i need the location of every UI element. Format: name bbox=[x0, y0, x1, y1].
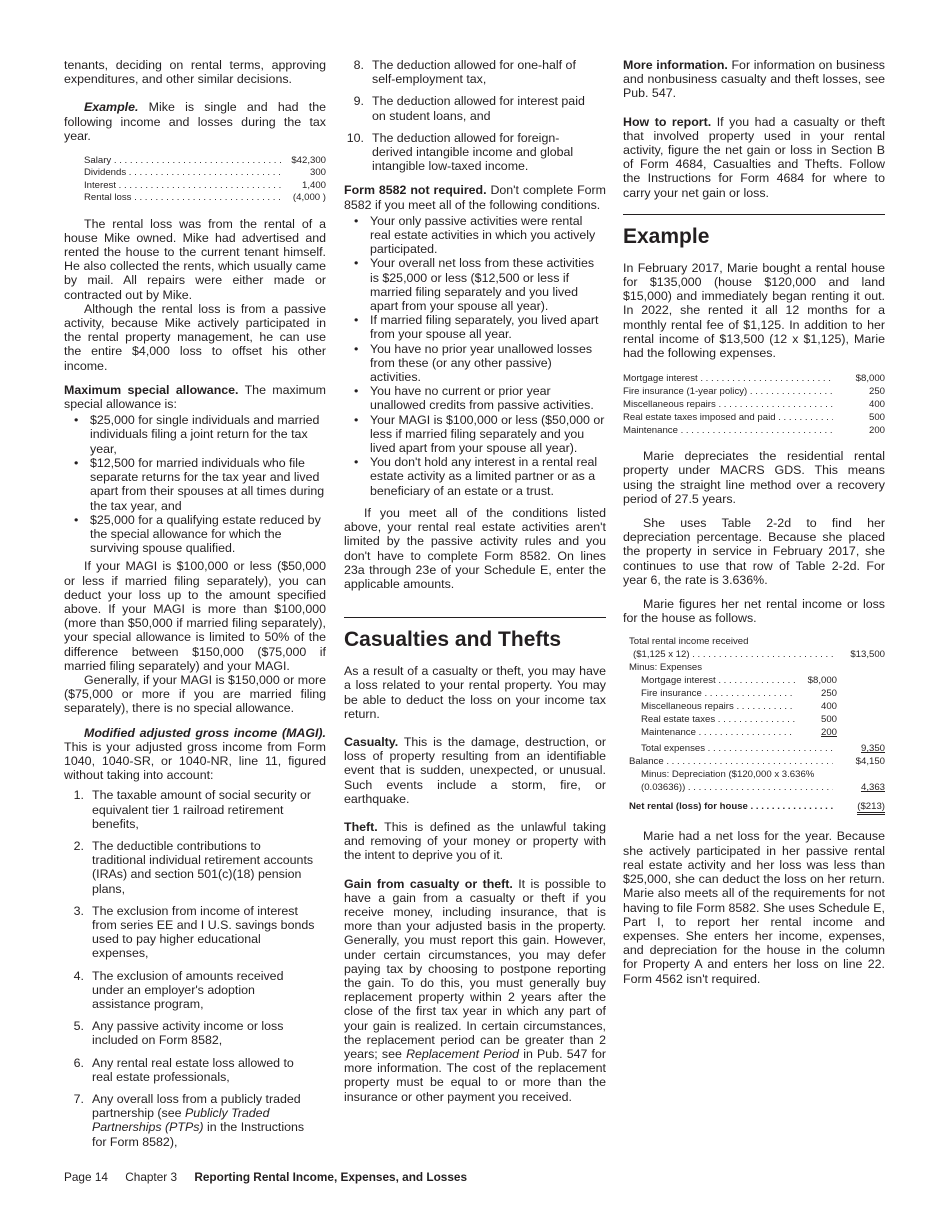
expense-row bbox=[623, 385, 885, 398]
table-row bbox=[629, 768, 885, 781]
section-divider bbox=[623, 214, 885, 215]
list-item bbox=[64, 1019, 326, 1047]
f8582-text: Don't complete Form 8582 if you meet all of the following conditions. bbox=[344, 183, 606, 212]
item-number: 9. bbox=[353, 94, 364, 109]
max-lead: Maximum special allowance. bbox=[64, 382, 239, 397]
paragraph-max-allowance bbox=[64, 383, 326, 411]
table-row bbox=[629, 661, 885, 674]
more-lead: More information. bbox=[623, 58, 728, 72]
net-rental-amount: ($213) bbox=[857, 801, 885, 815]
list-item: • If married filing separately, you lived apart from your spouse all year. bbox=[344, 313, 606, 341]
income-label: Interest . . . bbox=[84, 180, 284, 192]
theft-lead: Theft. bbox=[344, 819, 378, 834]
gain-text-b: in Pub. 547 for more information. The cost of the replacement property must be equal to or more than the insurance or other payment you received. bbox=[344, 1046, 606, 1104]
balance-amount: $4,150 bbox=[855, 756, 885, 768]
chapter-label: Chapter 3 bbox=[125, 1170, 178, 1184]
item-text bbox=[92, 1092, 326, 1149]
item7-text-b: in the Instructions for Form 8582), bbox=[92, 1120, 305, 1149]
list-item bbox=[344, 94, 606, 122]
income-amount: $42,300 bbox=[291, 155, 326, 167]
item-text: Any passive activity income or loss included on Form 8582, bbox=[92, 1019, 284, 1048]
f8582-conditions-list bbox=[344, 214, 606, 498]
table-row bbox=[629, 648, 885, 661]
depreciation-label: Minus: Depreciation ($120,000 x 3.636% bbox=[641, 769, 815, 781]
more-text: For information on business and nonbusiness casualty and theft losses, see Pub. 547. bbox=[623, 58, 885, 101]
gain-lead: Gain from casualty or theft. bbox=[344, 876, 513, 891]
table-row bbox=[629, 800, 885, 813]
item-number: 8. bbox=[353, 58, 364, 72]
page-number: Page 14 bbox=[64, 1170, 108, 1184]
item-text: The deductible contributions to traditional individual retirement accounts (IRAs) and section 501(c)(18) pension plans, bbox=[92, 838, 314, 896]
expense-table bbox=[623, 372, 885, 437]
item-number: 10. bbox=[346, 130, 364, 145]
expense-amount: 250 bbox=[868, 386, 885, 398]
table-row bbox=[629, 726, 885, 739]
expense-row bbox=[623, 411, 885, 424]
expense-row bbox=[623, 398, 885, 411]
expense-line-amount: $8,000 bbox=[807, 675, 837, 687]
table-row bbox=[629, 635, 885, 648]
expense-line-label: Fire insurance . . . bbox=[629, 687, 795, 700]
paragraph-if-you-meet: If you meet all of the conditions listed above, your rental real estate activities aren't limited by the passive activity rules and you don't have to complete Form 8582. On lines 23a through 23e of your Schedule E, enter the applicable amounts. bbox=[344, 505, 606, 591]
list-item: • $12,500 for married individuals who file separate returns for the tax year and lived apart from their spouses at all times during the tax year, and bbox=[64, 456, 326, 513]
list-item: • $25,000 for a qualifying estate reduced by the special allowance for which the surviving spouse qualified. bbox=[64, 513, 326, 556]
income-amount: (4,000 ) bbox=[292, 192, 326, 204]
paragraph-theft bbox=[344, 820, 606, 863]
item7-italic: Publicly Traded Partnerships (PTPs) bbox=[92, 1106, 270, 1135]
paragraph-figures: Marie figures her net rental income or loss for the house as follows. bbox=[623, 597, 885, 626]
expense-row bbox=[623, 424, 885, 437]
gain-text-a: It is possible to have a gain from a casualty or theft if you receive money, including insurance, that is more than your adjusted basis in the property. Generally, you must report this gain. However, under certain circumstances, you may defer paying tax by choosing to postpone reporting the gain. To do this, you must generally buy replacement property within 2 years after the close of the first tax year in which any part of your gain is realized. In certain circumstances, the replacement period can be greater than 2 years; see bbox=[344, 876, 606, 1061]
minus-expenses-label: Minus: Expenses bbox=[629, 662, 703, 674]
list-item: • Your only passive activities were rental real estate activities in which you actively participated. bbox=[344, 214, 606, 257]
list-item bbox=[344, 58, 606, 86]
income-amount: 1,400 bbox=[301, 179, 326, 191]
magi-text: This is your adjusted gross income from Form 1040, 1040-SR, or 1040-NR, line 11, figured without taking into account: bbox=[64, 739, 326, 783]
heading-example: Example bbox=[623, 224, 710, 248]
expense-line-label: Maintenance . . . bbox=[629, 726, 795, 739]
item-text: The exclusion of amounts received under an employer's adoption assistance program, bbox=[92, 968, 284, 1011]
page-footer bbox=[64, 1170, 467, 1184]
paragraph-example-mike bbox=[64, 100, 326, 143]
table-row bbox=[629, 687, 885, 700]
expense-amount: 200 bbox=[868, 425, 885, 437]
item-number: 1. bbox=[73, 788, 84, 803]
paragraph-casualty-result: As a result of a casualty or theft, you may have a loss related to your rental property. You may be able to deduct the loss on your income tax return. bbox=[344, 664, 606, 721]
total-income-label-2: ($1,125 x 12) . . . bbox=[629, 648, 833, 661]
max-allowance-list bbox=[64, 413, 326, 555]
expense-line-label: Real estate taxes . . . bbox=[629, 713, 795, 726]
paragraph-net-loss: Marie had a net loss for the year. Because she actively participated in her passive rental real estate activity and her loss was less than $25,000, she can deduct the loss on her return. Marie also meets all of the requirements for not having to file Form 8582. She uses Schedule E, Part I, to report her rental income and expenses. She enters her income, expenses, and depreciation for the house in the column for Property A and enters her loss on line 22. Form 4562 isn't required. bbox=[623, 829, 885, 986]
paragraph-although: Although the rental loss is from a passive activity, because Mike actively participated in the rental property management, he can use the entire $4,000 loss to offset his other income. bbox=[64, 301, 326, 373]
casualty-text: This is the damage, destruction, or loss of property resulting from an identifiable event that is sudden, unexpected, or unusual. Such events include a storm, fire, or earthquake. bbox=[344, 734, 606, 806]
paragraph-intro: tenants, deciding on rental terms, approving expenditures, and other similar decisions. bbox=[64, 58, 326, 87]
expense-line-label: Mortgage interest . . . bbox=[629, 674, 795, 687]
item-number: 3. bbox=[73, 903, 84, 918]
paragraph-magi-definition bbox=[64, 726, 326, 783]
expense-row bbox=[623, 372, 885, 385]
depreciation-label-2: (0.03636)) . . . bbox=[629, 781, 833, 794]
theft-text: This is defined as the unlawful taking and removing of your money or property with the intent to deprive you of it. bbox=[344, 819, 606, 863]
paragraph-casualty bbox=[344, 735, 606, 806]
item-text: The deduction allowed for foreign-derived intangible income and global intangible low-taxed income. bbox=[372, 130, 574, 174]
paragraph-depreciates: Marie depreciates the residential rental property under MACRS GDS. This means using the straight line method over a recovery period of 27.5 years. bbox=[623, 449, 885, 506]
expense-line-amount: 200 bbox=[820, 727, 837, 739]
paragraph-form-8582-not-required bbox=[344, 183, 606, 211]
income-label: Dividends . . . bbox=[84, 167, 284, 179]
section-divider bbox=[344, 617, 606, 618]
expense-amount: $8,000 bbox=[855, 373, 885, 385]
income-row bbox=[84, 167, 326, 179]
column-1 bbox=[64, 58, 326, 1157]
example-lead: Example. bbox=[84, 100, 139, 115]
list-item: • $25,000 for single individuals and married individuals filing a joint return for the tax year, bbox=[64, 413, 326, 456]
list-item bbox=[64, 1056, 326, 1084]
example-text: Mike is single and had the following income and losses during the tax year. bbox=[64, 100, 326, 143]
item-text: The deduction allowed for one-half of self-employment tax, bbox=[372, 58, 576, 87]
gain-italic: Replacement Period bbox=[406, 1046, 520, 1061]
paragraph-magi-100k: If your MAGI is $100,000 or less ($50,000 or less if married filing separately), you can deduct your loss up to the amount specified above. If your MAGI is more than $100,000 (more than $50,000 if married filing separately), your special allowance is limited to 50% of the difference between $150,000 ($75,000 if married filing separately) and your MAGI. bbox=[64, 559, 326, 673]
list-item bbox=[64, 904, 326, 961]
item7-text-a: Any overall loss from a publicly traded partnership (see bbox=[92, 1092, 301, 1121]
expense-amount: 500 bbox=[868, 412, 885, 424]
list-item: • Your MAGI is $100,000 or less ($50,000 or less if married filing separately and you lived apart from your spouse all year). bbox=[344, 413, 606, 456]
item-text: The deduction allowed for interest paid on student loans, and bbox=[372, 94, 585, 123]
table-row bbox=[629, 674, 885, 687]
income-label: Salary . . . bbox=[84, 155, 284, 167]
paragraph-table-2-2d: She uses Table 2-2d to find her depreciation percentage. Because she placed the property in service in February 2017, she continues to use that row of Table 2-2d. For year 6, the rate is 3.636%. bbox=[623, 516, 885, 587]
total-expenses-label: Total expenses . . . bbox=[629, 742, 833, 755]
chapter-title: Reporting Rental Income, Expenses, and Losses bbox=[194, 1170, 468, 1184]
magi-items-continued bbox=[344, 58, 606, 173]
income-table bbox=[84, 155, 326, 205]
item-number: 4. bbox=[73, 968, 84, 983]
item-number: 7. bbox=[73, 1092, 84, 1107]
list-item: • You don't hold any interest in a rental real estate activity as a limited partner or as a beneficiary of an estate or a trust. bbox=[344, 455, 606, 498]
f8582-lead: Form 8582 not required. bbox=[344, 183, 487, 198]
income-row bbox=[84, 192, 326, 204]
paragraph-how-to-report bbox=[623, 115, 885, 200]
item-number: 2. bbox=[73, 838, 84, 853]
table-row bbox=[629, 755, 885, 768]
paragraph-magi-150k: Generally, if your MAGI is $150,000 or more ($75,000 or more if you are married filing separately), there is no special allowance. bbox=[64, 672, 326, 716]
heading-casualties-thefts: Casualties and Thefts bbox=[344, 628, 562, 652]
total-income-amount: $13,500 bbox=[850, 649, 885, 661]
paragraph-more-info bbox=[623, 58, 885, 101]
list-item: • You have no prior year unallowed losses from these (or any other passive) activities. bbox=[344, 342, 606, 385]
expense-amount: 400 bbox=[868, 399, 885, 411]
income-amount: 300 bbox=[309, 167, 326, 179]
expense-label: Mortgage interest . . . bbox=[623, 372, 833, 385]
how-text: If you had a casualty or theft that involved property used in your rental activity, figure the net gain or loss in Section B of Form 4684, Casualties and Thefts. Follow the Instructions for Form 4684 for where to carry your net gain or loss. bbox=[623, 114, 885, 200]
how-lead: How to report. bbox=[623, 114, 712, 129]
magi-items-list bbox=[64, 788, 326, 1148]
casualty-lead: Casualty. bbox=[344, 734, 399, 749]
expense-line-amount: 250 bbox=[820, 688, 837, 700]
paragraph-gain bbox=[344, 877, 606, 1104]
expense-label: Maintenance . . . bbox=[623, 424, 833, 437]
table-row bbox=[629, 713, 885, 726]
item-number: 5. bbox=[73, 1019, 84, 1034]
total-income-label: Total rental income received bbox=[629, 636, 749, 648]
expense-line-amount: 500 bbox=[820, 714, 837, 726]
income-row bbox=[84, 155, 326, 167]
item-text: Any rental real estate loss allowed to real estate professionals, bbox=[92, 1055, 294, 1084]
income-row bbox=[84, 180, 326, 192]
item-text: The exclusion from income of interest from series EE and I U.S. savings bonds used to pay higher educational expenses, bbox=[92, 903, 315, 961]
max-text: The maximum special allowance is: bbox=[64, 382, 326, 412]
expense-label: Miscellaneous repairs . . . bbox=[623, 398, 833, 411]
expense-line-amount: 400 bbox=[820, 701, 837, 713]
list-item bbox=[64, 839, 326, 896]
balance-label: Balance . . . bbox=[629, 755, 833, 768]
expense-label: Fire insurance (1-year policy) . . . bbox=[623, 385, 833, 398]
net-rental-label: Net rental (loss) for house . . . bbox=[629, 800, 833, 813]
total-expenses-amount: 9,350 bbox=[860, 743, 885, 755]
paragraph-february: In February 2017, Marie bought a rental house for $135,000 (house $120,000 and land $15,000) and immediately began renting it out. In 2022, she rented it all 12 months for a monthly rental fee of $1,125. In addition to her rental income of $13,500 (12 x $1,125), Marie had the following expenses. bbox=[623, 260, 885, 361]
list-item bbox=[64, 1092, 326, 1149]
income-label: Rental loss . . . bbox=[84, 192, 284, 204]
item-text: The taxable amount of social security or equivalent tier 1 railroad retirement benefits, bbox=[92, 788, 312, 831]
list-item: • Your overall net loss from these activities is $25,000 or less ($12,500 or less if married filing separately and you lived apart from your spouse all year). bbox=[344, 256, 606, 313]
magi-lead: Modified adjusted gross income (MAGI). bbox=[84, 725, 326, 740]
list-item bbox=[344, 131, 606, 174]
list-item bbox=[64, 969, 326, 1012]
column-3 bbox=[623, 58, 885, 986]
net-rental-table bbox=[629, 635, 885, 813]
table-row bbox=[629, 781, 885, 794]
item-number: 6. bbox=[73, 1055, 84, 1070]
column-2 bbox=[344, 58, 606, 1104]
depreciation-amount: 4,363 bbox=[860, 782, 885, 794]
paragraph-rental-loss: The rental loss was from the rental of a house Mike owned. Mike had advertised and rented the house to the current tenant himself. He also collected the rents, which usually came by mail. All repairs were either made or contracted out by Mike. bbox=[64, 216, 326, 302]
table-row bbox=[629, 700, 885, 713]
list-item: • You have no current or prior year unallowed credits from passive activities. bbox=[344, 384, 606, 412]
expense-label: Real estate taxes imposed and paid . . . bbox=[623, 411, 833, 424]
table-row bbox=[629, 742, 885, 755]
list-item bbox=[64, 788, 326, 831]
expense-line-label: Miscellaneous repairs . . . bbox=[629, 700, 795, 713]
